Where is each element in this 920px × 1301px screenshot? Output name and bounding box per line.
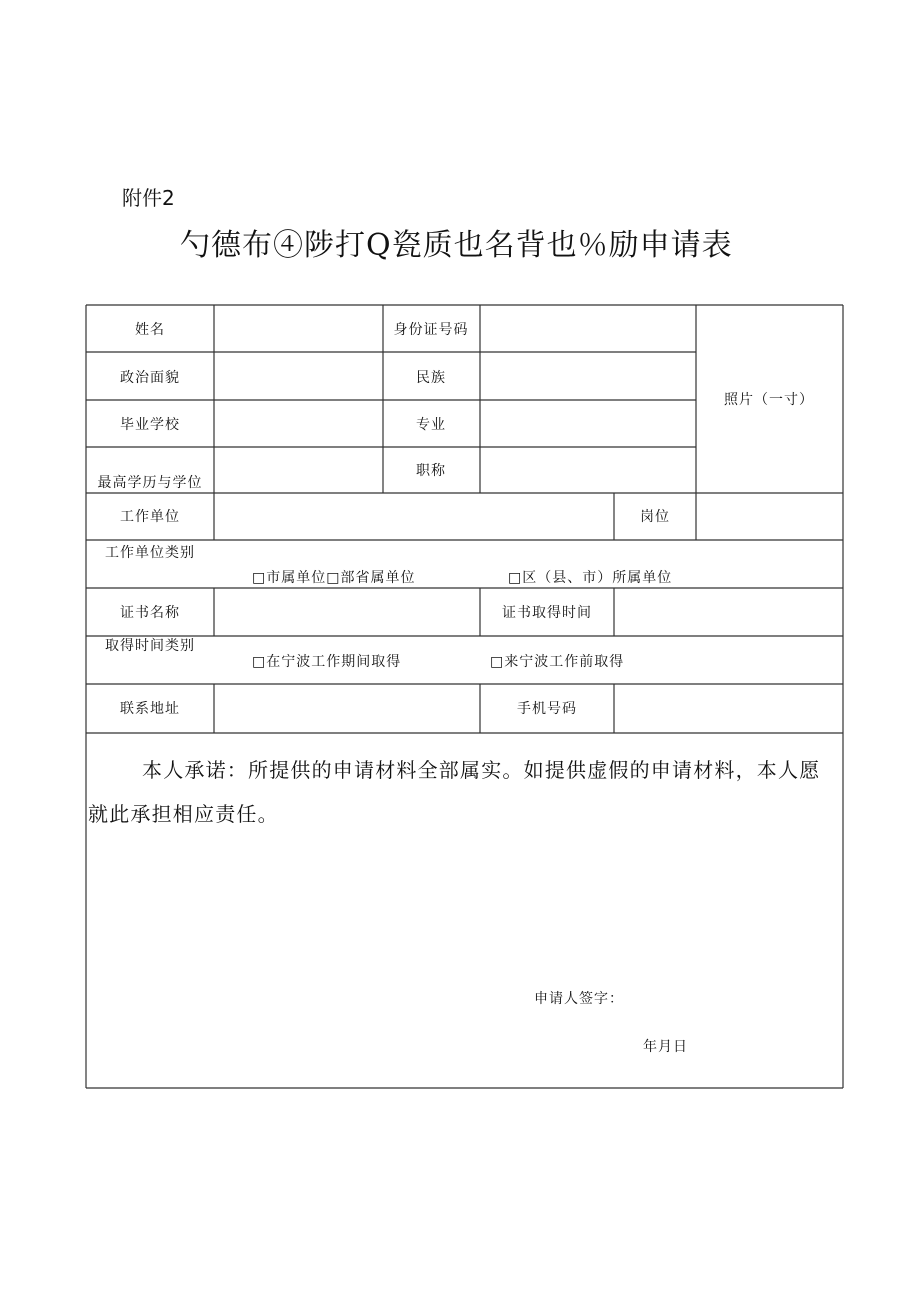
date-label: 年月日	[643, 1039, 688, 1055]
work-unit-label: 工作单位	[120, 509, 180, 525]
obtain-time-type-label: 取得时间类别	[105, 638, 195, 654]
promise-statement: 本人承诺：所提供的申请材料全部属实。如提供虚假的申请材料，本人愿就此承担相应责任。	[88, 758, 821, 826]
obtain-option-during-ningbo[interactable]: □在宁波工作期间取得	[252, 654, 402, 670]
school-label: 毕业学校	[120, 417, 180, 433]
photo-label: 照片（一寸）	[724, 392, 814, 408]
certificate-name-label: 证书名称	[120, 605, 180, 621]
post-label: 岗位	[640, 509, 670, 525]
obtain-option-before-ningbo[interactable]: □来宁波工作前取得	[490, 654, 625, 670]
major-label: 专业	[416, 417, 446, 433]
unit-type-label: 工作单位类别	[105, 545, 195, 561]
form-title: 勺德布④陟打Q瓷质也名背也％励申请表	[180, 228, 733, 263]
id-number-label: 身份证号码	[393, 322, 469, 338]
job-title-label: 职称	[416, 463, 446, 479]
unit-type-option-district[interactable]: □区（县、市）所属单位	[508, 570, 673, 586]
political-status-label: 政治面貌	[120, 370, 180, 386]
attachment-label: 附件2	[122, 186, 175, 210]
certificate-time-label: 证书取得时间	[502, 605, 592, 621]
address-label: 联系地址	[120, 701, 180, 717]
signature-label: 申请人签字：	[534, 991, 624, 1007]
unit-type-option-municipal-provincial[interactable]: □市属单位□部省属单位	[252, 570, 416, 586]
ethnicity-label: 民族	[416, 370, 446, 386]
name-label: 姓名	[135, 322, 165, 338]
degree-label: 最高学历与学位	[97, 475, 203, 491]
phone-label: 手机号码	[517, 701, 577, 717]
